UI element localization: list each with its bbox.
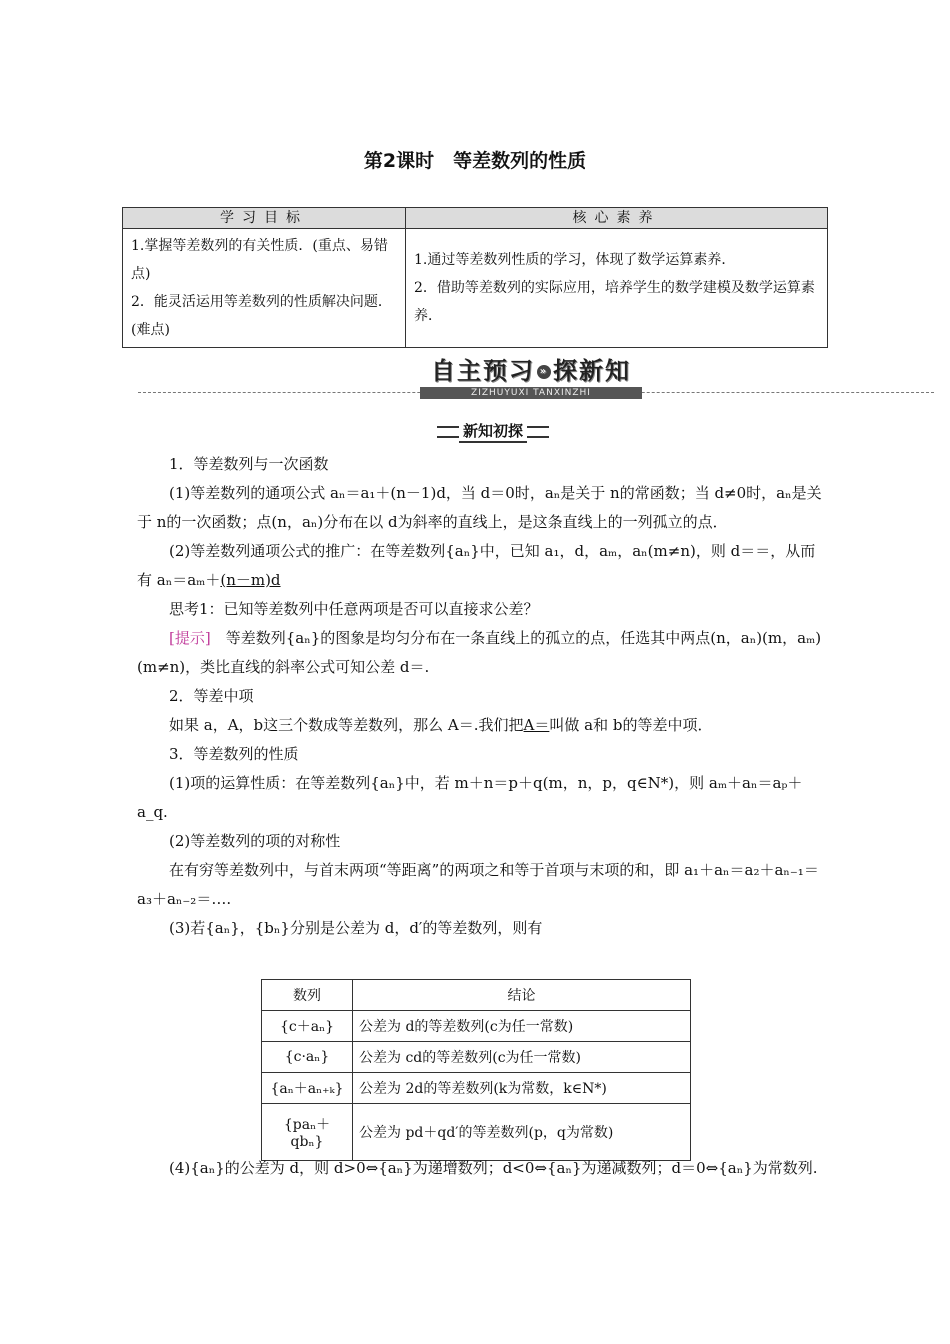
section-label-text: 新知初探 bbox=[459, 420, 527, 443]
goals-header-right: 核心素养 bbox=[406, 208, 828, 229]
table-row bbox=[262, 1011, 691, 1042]
fill-blank: (n－m)d bbox=[220, 571, 281, 589]
paragraph-text: (2)等差数列通项公式的推广：在等差数列{aₙ}中，已知 a₁，d，aₘ，aₙ(m≠n)，则 d＝＝，从而有 aₙ＝aₘ＋ bbox=[137, 542, 816, 589]
banner-subtitle: ZIZHUYUXI TANXINZHI bbox=[420, 387, 642, 399]
paragraph: (1)等差数列的通项公式 aₙ＝a₁＋(n－1)d，当 d＝0时，aₙ是关于 n的常函数；当 d≠0时，aₙ是关于 n的一次函数；点(n，aₙ)分布在以 d为斜率的直线上，是这条直线上的一列孤立的点． bbox=[137, 484, 822, 531]
paragraph bbox=[137, 711, 823, 740]
hint-text: 等差数列{aₙ}的图象是均匀分布在一条直线上的孤立的点，任选其中两点(n，aₙ)(m，aₘ)(m≠n)，类比直线的斜率公式可知公差 d＝. bbox=[137, 629, 822, 676]
literacy-item: 1.通过等差数列性质的学习，体现了数学运算素养． bbox=[414, 252, 736, 268]
label-bar-right bbox=[527, 426, 549, 438]
content-body bbox=[137, 450, 823, 943]
table-row bbox=[262, 1073, 691, 1104]
table-cell: {c·aₙ} bbox=[262, 1042, 353, 1073]
arrow-icon: » bbox=[537, 365, 551, 379]
goals-left-cell bbox=[123, 229, 406, 348]
table-cell: 公差为 pd＋qd′的等差数列(p，q为常数) bbox=[353, 1104, 691, 1161]
label-bar-left bbox=[437, 426, 459, 438]
paragraph: (2)等差数列的项的对称性 bbox=[169, 832, 341, 850]
hint-label: [提示] bbox=[169, 629, 211, 647]
fill-blank: A＝ bbox=[523, 716, 550, 734]
paragraph: 在有穷等差数列中，与首末两项“等距离”的两项之和等于首项与末项的和，即 a₁＋aₙ＝a₂＋aₙ₋₁＝a₃＋aₙ₋₂＝…. bbox=[137, 861, 819, 908]
page-title: 第2课时 等差数列的性质 bbox=[363, 150, 587, 172]
table-cell: {paₙ＋qbₙ} bbox=[262, 1104, 353, 1161]
content-tail bbox=[137, 1154, 823, 1183]
paragraph: (4){aₙ}的公差为 d，则 d>0⇔{aₙ}为递增数列；d<0⇔{aₙ}为递减数列；d＝0⇔{aₙ}为常数列. bbox=[169, 1159, 818, 1177]
goals-header-left: 学习目标 bbox=[123, 208, 406, 229]
paragraph: (3)若{aₙ}，{bₙ}分别是公差为 d，d′的等差数列，则有 bbox=[169, 919, 543, 937]
goal-item: 2．能灵活运用等差数列的性质解决问题．(难点) bbox=[131, 294, 392, 338]
literacy-item: 2．借助等差数列的实际应用，培养学生的数学建模及数学运算素养． bbox=[414, 280, 815, 324]
table-cell: {c＋aₙ} bbox=[262, 1011, 353, 1042]
table-header: 数列 bbox=[262, 980, 353, 1011]
banner-main-left: 自主预习 bbox=[431, 357, 535, 385]
think-question: 思考1：已知等差数列中任意两项是否可以直接求公差？ bbox=[169, 600, 539, 618]
heading-2: 2．等差中项 bbox=[169, 687, 254, 705]
paragraph bbox=[137, 537, 823, 595]
table-row bbox=[262, 1042, 691, 1073]
table-row bbox=[262, 1104, 691, 1161]
table-cell: 公差为 2d的等差数列(k为常数，k∈N*) bbox=[353, 1073, 691, 1104]
hint-paragraph bbox=[137, 624, 823, 682]
heading-3: 3．等差数列的性质 bbox=[169, 745, 299, 763]
table-header: 结论 bbox=[353, 980, 691, 1011]
table-cell: 公差为 d的等差数列(c为任一常数) bbox=[353, 1011, 691, 1042]
paragraph: (1)项的运算性质：在等差数列{aₙ}中，若 m＋n＝p＋q(m，n，p，q∈N*)，则 aₘ＋aₙ＝aₚ＋a_q. bbox=[137, 774, 803, 821]
heading-1: 1．等差数列与一次函数 bbox=[169, 455, 329, 473]
goal-item: 1.掌握等差数列的有关性质．(重点、易错点) bbox=[131, 238, 388, 282]
paragraph-text: 叫做 a和 b的等差中项． bbox=[549, 716, 713, 734]
paragraph-text: 如果 a，A，b这三个数成等差数列，那么 A＝.我们把 bbox=[169, 716, 524, 734]
goals-table bbox=[122, 207, 828, 348]
goals-right-cell bbox=[406, 229, 828, 348]
properties-table bbox=[261, 979, 691, 1161]
section-banner bbox=[420, 356, 642, 400]
section-label bbox=[428, 420, 558, 443]
table-cell: 公差为 cd的等差数列(c为任一常数) bbox=[353, 1042, 691, 1073]
table-cell: {aₙ＋aₙ₊ₖ} bbox=[262, 1073, 353, 1104]
banner-main-right: 探新知 bbox=[553, 357, 631, 385]
